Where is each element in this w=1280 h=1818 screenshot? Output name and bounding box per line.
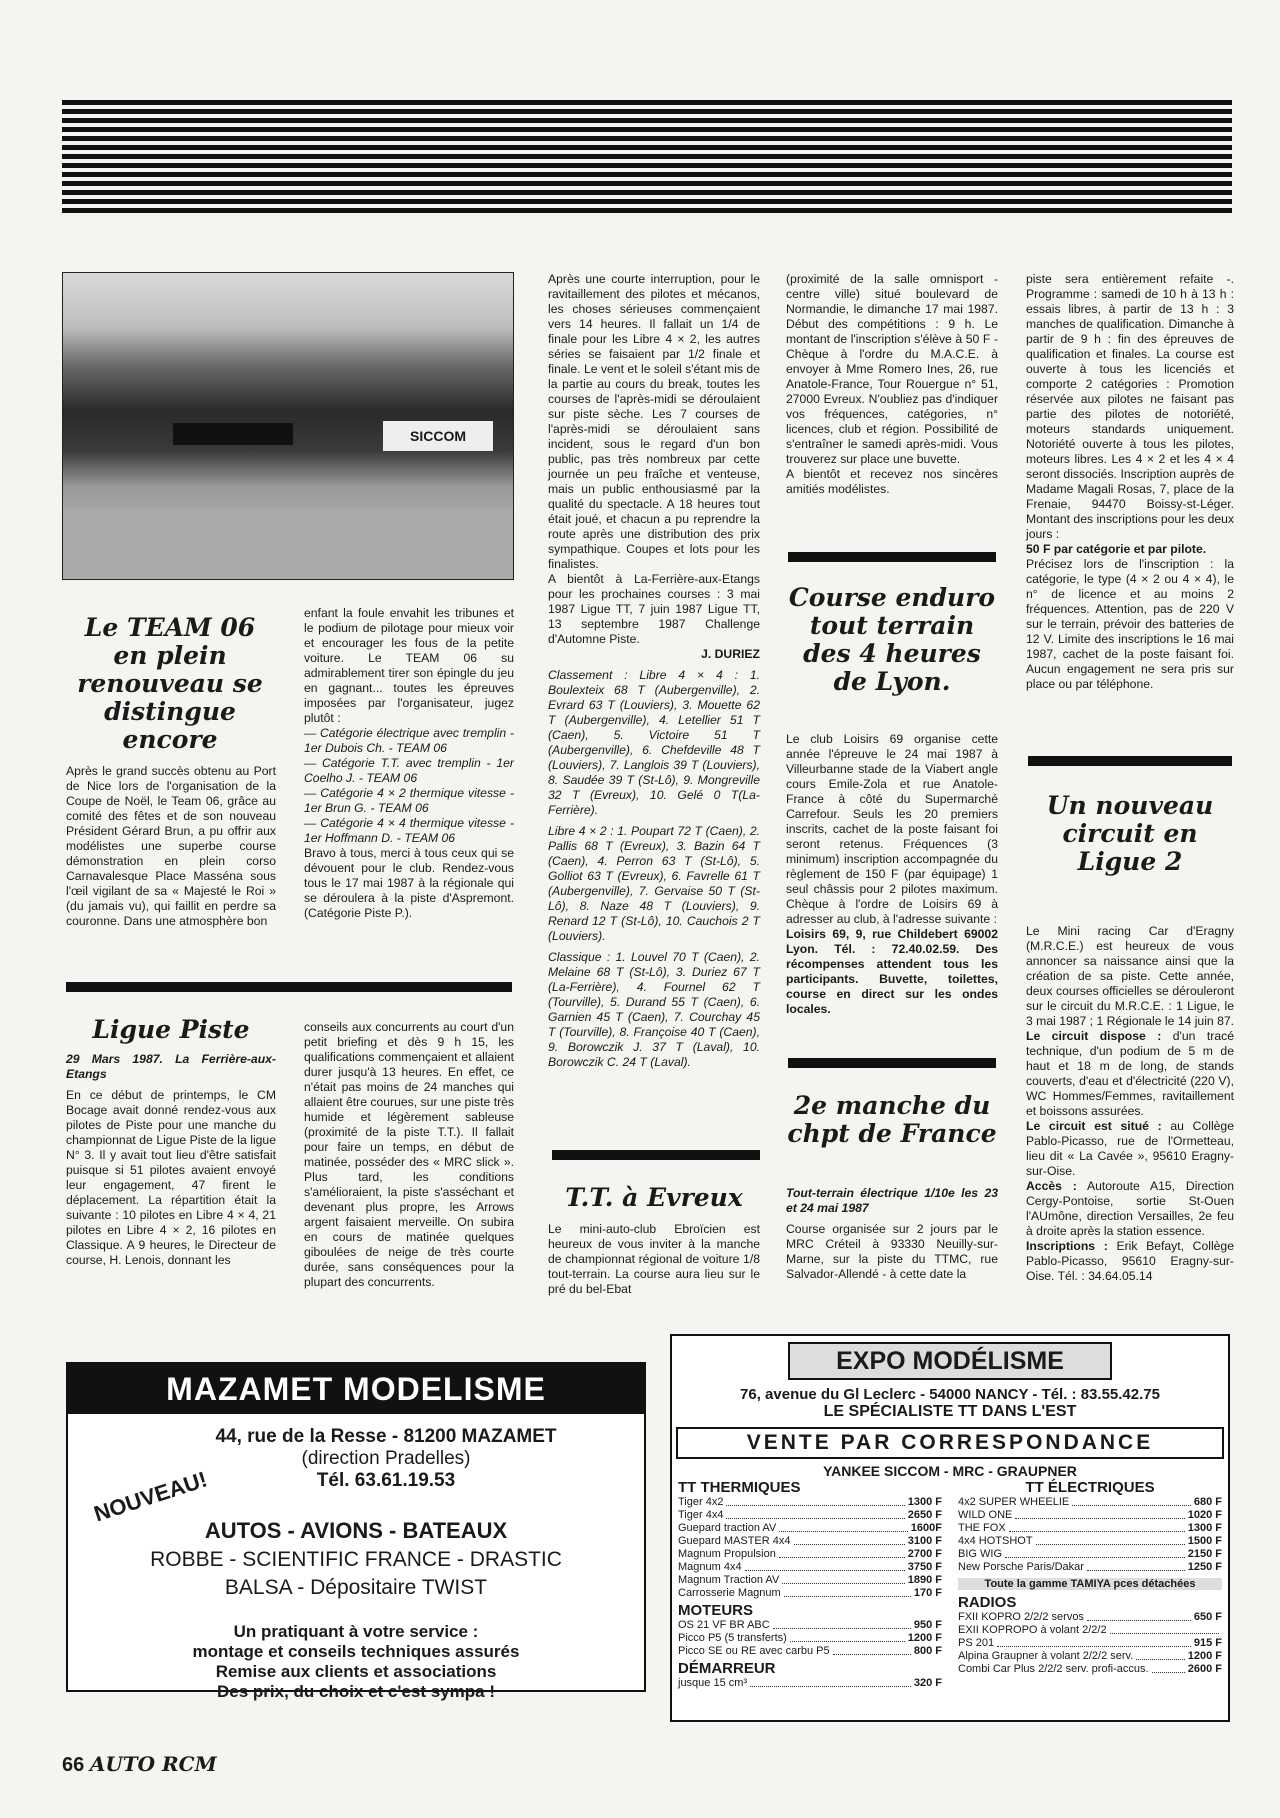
manche-title: 2e manche du chpt de France <box>787 1091 997 1148</box>
price-row: Alpina Graupner à volant 2/2/2 serv. 1200 F <box>958 1650 1222 1662</box>
price-row: 4x2 SUPER WHEELIE 680 F <box>958 1496 1222 1508</box>
rule-tt <box>552 1150 760 1160</box>
mazamet-ad-title: MAZAMET MODELISME <box>68 1364 644 1414</box>
page-folio: 66 AUTO RCM <box>62 1752 217 1776</box>
price-row: FXII KOPRO 2/2/2 servos 650 F <box>958 1611 1222 1623</box>
price-row: Magnum 4x4 3750 F <box>678 1561 942 1573</box>
rule-ligue <box>66 982 512 992</box>
expo-ad: EXPO MODÉLISME 76, avenue du Gl Leclerc - 54000 NANCY - Tél. : 83.55.42.75 LE SPÉCIALISTE TT DANS L'EST VENTE PAR CORRESPONDANCE YANKEE SICCOM - MRC - GRAUPNER TT THERMIQUES Tiger 4x2 1300 F Tiger 4x4 2650 F Guepard traction AV 1600F Guepard MASTER 4x4 3100 F Magnum Propulsion 2700 F Magnum 4x4 3750 F Magnum Traction AV 1890 F Carrosserie Magnum 170 F MOTEURS OS 21 VF BR ABC 950 F Picco P5 (5 transferts) 1200 F Picco SE ou RE avec carbu P5 800 F DÉMARREUR jusque 15 cm³ 320 F TT ÉLECTRIQUES 4x2 SUPER WHEELIE 680 F WILD ONE 1020 F THE FOX 1300 F 4x4 HOTSHOT 1500 F BIG WIG 2150 F New Porsche Paris/Dakar 1250 F Toute la gamme TAMIYA pces détachées RADIOS FXII KOPRO 2/2/2 servos 650 F EXII KOPROPO à volant 2/2/2 PS 201 915 F Alpina Graupner à volant 2/2/2 serv. 1200 F Combi Car Plus 2/2/2 serv. profi-accus. 2600 F <box>670 1334 1230 1722</box>
price-row: BIG WIG 2150 F <box>958 1548 1222 1560</box>
price-row: Guepard traction AV 1600F <box>678 1522 942 1534</box>
ligue-col3: Après une courte interruption, pour le ravitaillement des pilotes et mécanos, les choses sérieuses commençaient vers 14 heures. Il fallait un 1/4 de finale pour les Libre 4 × 2, les autres séries se faisaient par 1/2 finale et finale. Le vent et le soleil s'étant mis de la partie au cours du break, toutes les courses de l'après-midi se déroulaient sur piste sèche. Les 7 courses de l'après-midi se déroulaient sans incident, sous le regard d'un bon public, pas très nombreux par cette journée un peu fraîche et venteuse, mais un public enthousiasmé par la qualité du spectacle. A 18 heures tout était joué, et chacun a pu reprendre la route après une distribution des prix sympathique. Coupes et lots pour les finalistes. A bientôt à La-Ferrière-aux-Etangs pour les prochaines courses : 3 mai 1987 Ligue TT, 7 juin 1987 Ligue TT, 13 septembre 1987 Challenge d'Automne Piste. J. DURIEZ Classement : Libre 4 × 4 : 1. Boulexteix 68 T (Aubergenville), 2. Evrard 63 T (Louviers), 3. Mouette 62 T (Aubergenville), 4. Letellier 51 T (Caen), 5. Victoire 51 T (Aubergenville), 6. Chefdeville 48 T (Louviers), 7. Langlois 39 T (Louviers), 8. Saudée 39 T (St-Lô), 9. Mongreville 32 T (Evreux), 10. Gelé 0 T(La-Ferrière). Libre 4 × 2 : 1. Poupart 72 T (Caen), 2. Pallis 68 T (Evreux), 3. Bazin 64 T (Caen), 4. Perron 63 T (St-Lô), 5. Golliot 63 T (Evreux), 6. Favrelle 61 T (Aubergenville), 7. Gervaise 50 T (St-Lô), 8. Naze 48 T (Louviers), 9. Renard 12 T (St-Lô), 10. Cauchois 2 T (Louviers). Classique : 1. Louvel 70 T (Caen), 2. Melaine 68 T (St-Lô), 3. Duriez 67 T (La-Ferrière), 4. Fournel 62 T (Tourville), 5. Durand 55 T (Caen), 6. Garnien 45 T (Caen), 7. Courchay 45 T (Tourville), 8. Françoise 40 T (Caen), 9. Borowczik J. 37 T (Laval), 10. Borowczik C. 24 T (Laval). <box>548 272 760 1069</box>
mazamet-ad: MAZAMET MODELISME 44, rue de la Resse - 81200 MAZAMET (direction Pradelles) Tél. 63.61.19.53 NOUVEAU! AUTOS - AVIONS - BATEAUX ROBBE - SCIENTIFIC FRANCE - DRASTIC BALSA - Dépositaire TWIST Un pratiquant à votre service : montage et conseils techniques assurés Remise aux clients et associations Des prix, du choix et c'est sympa ! <box>66 1362 646 1692</box>
price-row: OS 21 VF BR ABC 950 F <box>678 1619 942 1631</box>
rule-circuit <box>1028 756 1232 766</box>
team06-title: Le TEAM 06 en plein renouveau se distingue encore <box>77 613 263 754</box>
price-row: Combi Car Plus 2/2/2 serv. profi-accus. 2600 F <box>958 1663 1222 1675</box>
ligue-title: Ligue Piste <box>92 1015 250 1044</box>
price-row: Tiger 4x4 2650 F <box>678 1509 942 1521</box>
price-row: Carrosserie Magnum 170 F <box>678 1587 942 1599</box>
manche-text: Tout-terrain électrique 1/10e les 23 et 24 mai 1987 Course organisée sur 2 jours par le MRC Créteil à 93330 Neuilly-sur-Marne, sur la piste du TTMC, rue Salvador-Allendé - à cette date la <box>786 1186 998 1281</box>
price-row: Tiger 4x2 1300 F <box>678 1496 942 1508</box>
price-row: New Porsche Paris/Dakar 1250 F <box>958 1561 1222 1573</box>
rule-manche <box>788 1058 996 1068</box>
expo-right-col: TT ÉLECTRIQUES 4x2 SUPER WHEELIE 680 F WILD ONE 1020 F THE FOX 1300 F 4x4 HOTSHOT 1500 F BIG WIG 2150 F New Porsche Paris/Dakar 1250 F Toute la gamme TAMIYA pces détachées RADIOS FXII KOPRO 2/2/2 servos 650 F EXII KOPROPO à volant 2/2/2 PS 201 915 F Alpina Graupner à volant 2/2/2 serv. 1200 F Combi Car Plus 2/2/2 serv. profi-accus. 2600 F <box>958 1479 1222 1675</box>
expo-left-col: TT THERMIQUES Tiger 4x2 1300 F Tiger 4x4 2650 F Guepard traction AV 1600F Guepard MASTER 4x4 3100 F Magnum Propulsion 2700 F Magnum 4x4 3750 F Magnum Traction AV 1890 F Carrosserie Magnum 170 F MOTEURS OS 21 VF BR ABC 950 F Picco P5 (5 transferts) 1200 F Picco SE ou RE avec carbu P5 800 F DÉMARREUR jusque 15 cm³ 320 F <box>678 1479 942 1689</box>
enduro-title: Course enduro tout terrain des 4 heures de Lyon. <box>788 583 996 696</box>
ligue-col1: 29 Mars 1987. La Ferrière-aux-Etangs En ce début de printemps, le CM Bocage avait donné rendez-vous aux pilotes de Piste pour une manche du championnat de Ligue Piste de la ligue N° 3. Il y avait tout lieu d'être satisfait puisque si 51 pilotes avaient envoyé leur engagement, 47 firent le déplacement. La répartition était la suivante : 10 pilotes en Libre 4 × 4, 21 pilotes en Libre 4 × 2, 16 pilotes en Classique. A 9 heures, le Directeur de course, H. Lenois, donnant les <box>66 1052 276 1267</box>
price-row: EXII KOPROPO à volant 2/2/2 <box>958 1624 1222 1637</box>
price-row: Picco SE ou RE avec carbu P5 800 F <box>678 1645 942 1657</box>
tt-text: Le mini-auto-club Ebroïcien est heureux de vous inviter à la manche de championnat régional de voiture 1/8 tout-terrain. La course aura lieu sur le pré du bel-Ebat <box>548 1222 760 1296</box>
price-row: PS 201 915 F <box>958 1637 1222 1649</box>
circuit-title: Un nouveau circuit en Ligue 2 <box>1046 791 1214 876</box>
price-row: Picco P5 (5 transferts) 1200 F <box>678 1632 942 1644</box>
price-row: Guepard MASTER 4x4 3100 F <box>678 1535 942 1547</box>
price-row: Magnum Traction AV 1890 F <box>678 1574 942 1586</box>
tt-col4: (proximité de la salle omnisport - centre ville) situé boulevard de Normandie, le dimanche 17 mai 1987. Début des compétitions : 9 h. Le montant de l'inscription s'élève à 50 F - Chèque à l'ordre du M.A.C.E. à envoyer à Mme Romero Ines, 26, rue Anatole-France, Tour Rouergue n° 51, 27000 Evreux. N'oubliez pas d'indiquer vos fréquences, catégories, n° licences, club et région. Possibilité de s'entraîner le samedi après-midi. Vous trouverez sur place une buvette. A bientôt et recevez nos sincères amitiés modélistes. <box>786 272 998 496</box>
enduro-text: Le club Loisirs 69 organise cette année l'épreuve le 24 mai 1987 à Villeurbanne stade de la Viabert angle cours Emile-Zola et rue Anatole-France à côté du Supermarché Carrefour. Seuls les 20 premiers inscrits, cachet de la poste faisant foi seront retenus. Fréquences (3 minimum) inscription accompagnée du règlement de 150 F (par équipage) 1 seul châssis pour 2 pilotes maximum. Chèque à l'ordre de Loisirs 69 à adresser au club, à l'adresse suivante : Loisirs 69, 9, rue Childebert 69002 Lyon. Tél. : 72.40.02.59. Des récompenses attendent tous les participants. Buvette, toilettes, course en direct sur les ondes locales. <box>786 732 998 1016</box>
expo-ad-title: EXPO MODÉLISME <box>788 1342 1112 1380</box>
race-photo: SICCOM <box>62 272 514 580</box>
nouveau-badge: NOUVEAU! <box>90 1466 211 1527</box>
ligue-col2: conseils aux concurrents au court d'un petit briefing et dès 9 h 15, les qualifications commençaient et allaient durer jusqu'à 13 heures. En effet, ce n'était pas moins de 24 manches qui allaient être courues, sur une piste très humide et légèrement sableuse (proximité de la piste T.T.). Il fallait pour faire un temps, en début de matinée, posséder des « MRC slick ». Plus tard, les conditions s'amélioraient, la piste s'asséchant et devenant plus propre, les Arrows argent faisaient merveille. On subira en cours de matinée quelques giboulées de neige de très courte durée, sans conséquences pour la plupart des concurrents. <box>304 1020 515 1289</box>
price-row: THE FOX 1300 F <box>958 1522 1222 1534</box>
tt-title: T.T. à Evreux <box>565 1183 743 1212</box>
price-row: WILD ONE 1020 F <box>958 1509 1222 1521</box>
vente-banner: VENTE PAR CORRESPONDANCE <box>676 1427 1224 1459</box>
team06-col2: enfant la foule envahit les tribunes et le podium de pilotage pour mieux voir et encourager les fous de la petite voiture. Le TEAM 06 su admirablement tirer son épingle du jeu en gagnant... toutes les épreuves imposées par l'organisateur, jugez plutôt : — Catégorie électrique avec tremplin - 1er Dubois Ch. - TEAM 06 — Catégorie T.T. avec tremplin - 1er Coelho J. - TEAM 06 — Catégorie 4 × 2 thermique vitesse - 1er Brun G. - TEAM 06 — Catégorie 4 × 4 thermique vitesse - 1er Hoffmann D. - TEAM 06 Bravo à tous, merci à tous ceux qui se dévouent pour le club. Rendez-vous tous le 17 mai 1987 à la régionale qui se déroulera à la piste d'Aspremont. (Catégorie Piste P.). <box>304 606 514 920</box>
circuit-text: Le Mini racing Car d'Eragny (M.R.C.E.) est heureux de vous annoncer sa naissance ainsi que la création de sa piste. Cette année, deux courses officielles se dérouleront sur le circuit du M.R.C.E. : 1 Ligue, le 3 mai 1987 ; 1 Régionale le 14 juin 87. Le circuit dispose : d'un tracé technique, d'un podium de 5 m de haut et 18 m de long, de stands couverts, d'eau et d'électricité (220 V), WC Hommes/Femmes, ravitaillement et boissons assurées. Le circuit est situé : au Collège Pablo-Picasso, rue de l'Ormetteau, lieu dit « La Cavée », 95610 Eragny-sur-Oise. Accès : Autoroute A15, Direction Cergy-Pontoise, sortie St-Ouen l'AUmône, direction Versailles, 2e feu à droite après la station essence. Inscriptions : Erik Befayt, Collège Pablo-Picasso, 95610 Eragny-sur-Oise. Tél. : 34.64.05.14 <box>1026 924 1235 1283</box>
rule-enduro <box>788 552 996 562</box>
team06-col1: Après le grand succès obtenu au Port de Nice lors de l'organisation de la Coupe de Noël, le Team 06, grâce au comité des fêtes et de son nouveau Président Gérard Brun, a pu offrir aux modélistes une superbe course démonstration en plein corso Carnavalesque Place Masséna sous l'œil vigilant de sa « Majesté le Roi » (du jamais vu), qui faillit en perdre sa couronne. Dans une atmosphère bon <box>66 764 276 928</box>
price-row: jusque 15 cm³ 320 F <box>678 1677 942 1689</box>
price-row: 4x4 HOTSHOT 1500 F <box>958 1535 1222 1547</box>
header-stripes <box>62 100 1232 218</box>
price-row: Magnum Propulsion 2700 F <box>678 1548 942 1560</box>
manche-col5: piste sera entièrement refaite -. Programme : samedi de 10 h à 13 h : essais libres, à partir de 13 h : 3 manches de qualification. Dimanche à partir de 9 h : fin des épreuves de qualification et finales. La course est ouverte à tous les licenciés et comporte 2 catégories : Promotion réservée aux pilotes ne faisant pas partie des pilotes de notoriété, moteurs standards uniquement. Notoriété ouverte à tous les pilotes, moteurs libres. Les 4 × 2 et les 4 × 4 seront dissociés. Inscription auprès de Madame Magali Rosas, 7, place de la Frenaie, 94470 Boissy-st-Léger. Montant des inscriptions pour les deux jours : 50 F par catégorie et par pilote. Précisez lors de l'inscription : la catégorie, le type (4 × 2 ou 4 × 4), le n° de licence et au moins 2 fréquences. Attention, pas de 220 V sur le terrain, prévoir des batteries de 12 V. Limite des inscriptions le 16 mai 1987, cachet de la poste faisant foi. Aucun engagement ne sera pris sur place ou par téléphone. <box>1026 272 1234 691</box>
